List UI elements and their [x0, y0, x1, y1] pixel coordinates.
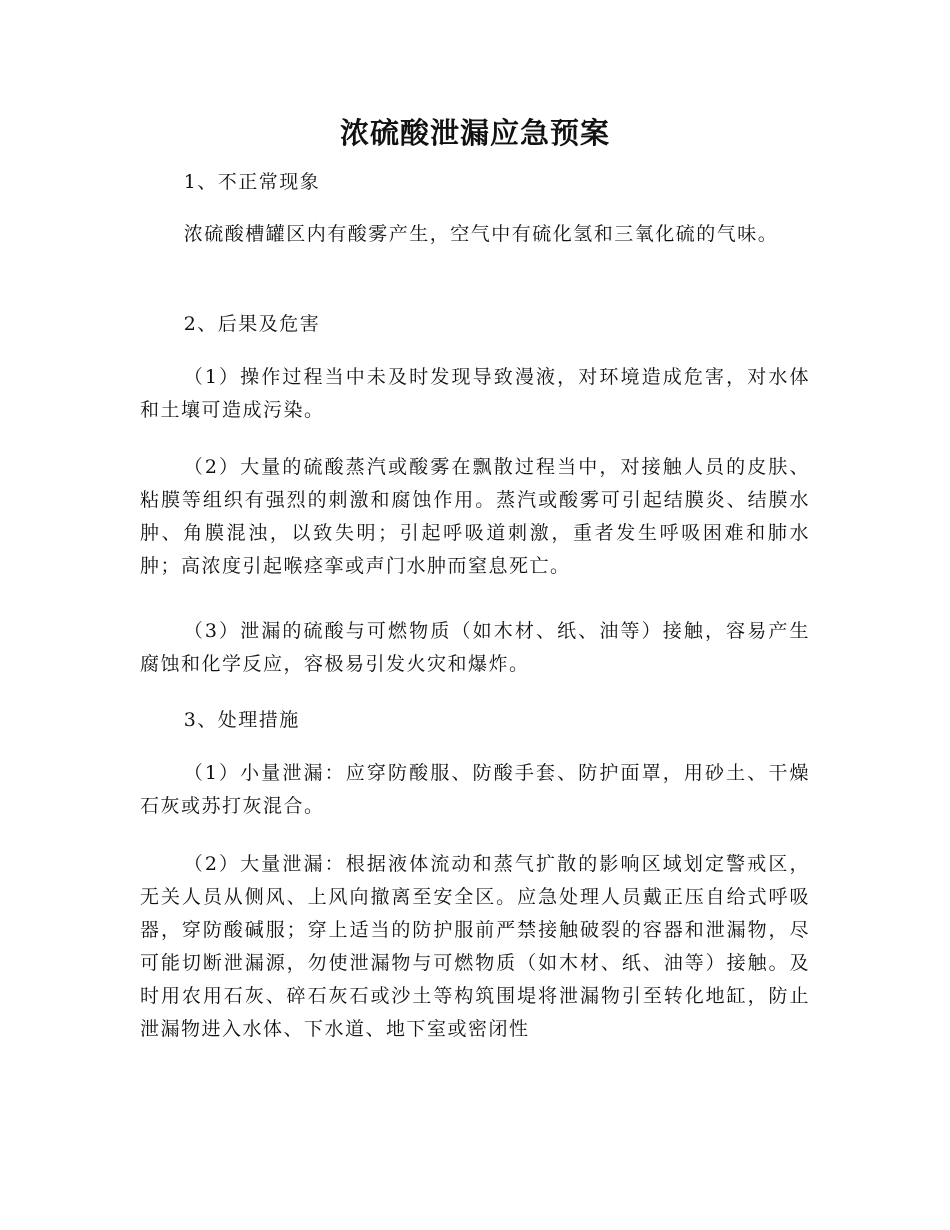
paragraph-abnormal-description: 浓硫酸槽罐区内有酸雾产生，空气中有硫化氢和三氧化硫的气味。	[183, 223, 779, 245]
section-heading-consequences: 2、后果及危害	[183, 313, 321, 335]
paragraph-consequence-2: （2）大量的硫酸蒸汽或酸雾在飘散过程当中，对接触人员的皮肤、粘膜等组织有强烈的刺激和腐蚀作用。蒸汽或酸雾可引起结膜炎、结膜水肿、角膜混浊，以致失明；引起呼吸道刺激，重者发生呼吸困难和肺水肿；高浓度引起喉痉挛或声门水肿而窒息死亡。	[140, 456, 810, 577]
paragraph-consequence-1: （1）操作过程当中未及时发现导致漫液，对环境造成危害，对水体和土壤可造成污染。	[140, 366, 810, 421]
paragraph-consequence-3: （3）泄漏的硫酸与可燃物质（如木材、纸、油等）接触，容易产生腐蚀和化学反应，容极易引发火灾和爆炸。	[140, 620, 810, 675]
paragraph-measure-2: （2）大量泄漏：根据液体流动和蒸气扩散的影响区域划定警戒区，无关人员从侧风、上风向撤离至安全区。应急处理人员戴正压自给式呼吸器，穿防酸碱服；穿上适当的防护服前严禁接触破裂的容器和泄漏物，尽可能切断泄漏源，勿使泄漏物与可燃物质（如木材、纸、油等）接触。及时用农用石灰、碎石灰石或沙土等构筑围堤将泄漏物引至转化地缸，防止泄漏物进入水体、下水道、地下室或密闭性	[140, 853, 810, 1040]
document-title: 浓硫酸泄漏应急预案	[339, 116, 610, 150]
paragraph-measure-1: （1）小量泄漏：应穿防酸服、防酸手套、防护面罩，用砂土、干燥石灰或苏打灰混合。	[140, 762, 810, 817]
section-heading-measures: 3、处理措施	[183, 709, 300, 731]
section-heading-abnormal: 1、不正常现象	[183, 171, 321, 193]
